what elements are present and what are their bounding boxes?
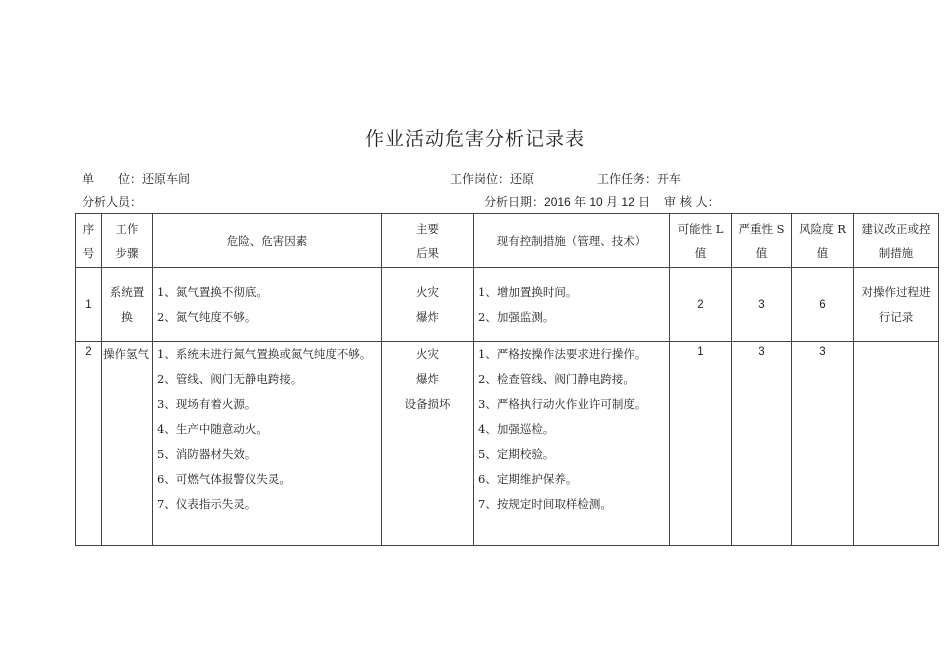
task-field <box>597 170 681 187</box>
unit-label: 单 位： <box>82 172 143 186</box>
row-likelihood: 2 <box>670 268 732 342</box>
row-suggestion: 对操作过程进行记录 <box>854 268 939 342</box>
control-item: 3、严格执行动火作业许可制度。 <box>478 397 647 411</box>
row-seq: 1 <box>76 268 102 342</box>
header-severity: 严重性 S 值 <box>732 214 792 268</box>
control-item: 2、加强监测。 <box>478 309 555 324</box>
row-likelihood: 1 <box>670 342 732 546</box>
task-value: 开车 <box>657 172 682 186</box>
consequence-item: 火灾 <box>416 347 439 361</box>
hazard-item: 7、仪表指示失灵。 <box>157 497 257 511</box>
consequence-item: 火灾 <box>416 284 439 299</box>
reviewer-field <box>664 193 720 210</box>
analyst-label: 分析人员： <box>82 195 143 209</box>
hazard-item: 5、消防器材失效。 <box>157 447 257 461</box>
control-item: 1、严格按操作法要求进行操作。 <box>478 347 647 361</box>
table-row <box>76 268 939 342</box>
row-step: 操作氢气 <box>102 342 153 546</box>
row-severity: 3 <box>732 342 792 546</box>
control-item: 4、加强巡检。 <box>478 422 555 436</box>
hazard-item: 1、系统未进行氮气置换或氮气纯度不够。 <box>157 347 372 361</box>
post-label: 工作岗位： <box>450 172 511 186</box>
hazard-item: 2、管线、阀门无静电跨接。 <box>157 372 303 386</box>
hazard-analysis-table <box>75 213 939 546</box>
header-hazard: 危险、危害因素 <box>153 214 382 268</box>
hazard-item: 1、氮气置换不彻底。 <box>157 284 268 299</box>
row-risk: 3 <box>792 342 854 546</box>
control-item: 1、增加置换时间。 <box>478 284 578 299</box>
hazard-item: 3、现场有着火源。 <box>157 397 257 411</box>
hazard-item: 2、氮气纯度不够。 <box>157 309 257 324</box>
control-item: 7、按规定时间取样检测。 <box>478 497 612 511</box>
unit-field <box>82 170 190 187</box>
date-value: 2016 年 10 月 12 日 <box>544 195 651 209</box>
control-item: 5、定期校验。 <box>478 447 555 461</box>
row-seq: 2 <box>76 342 102 546</box>
reviewer-label: 审 核 人： <box>664 195 720 209</box>
table-row <box>76 342 939 546</box>
page-title: 作业活动危害分析记录表 <box>364 128 585 150</box>
header-suggestion: 建议改正或控 制措施 <box>854 214 939 268</box>
control-item: 6、定期维护保养。 <box>478 472 578 486</box>
row-risk: 6 <box>792 268 854 342</box>
row-step: 系统置换 <box>102 268 153 342</box>
post-value: 还原 <box>510 172 535 186</box>
header-controls: 现有控制措施（管理、技术） <box>474 214 670 268</box>
row-consequences <box>382 342 474 546</box>
row-controls <box>474 342 670 546</box>
header-likelihood: 可能性 L 值 <box>670 214 732 268</box>
task-label: 工作任务： <box>597 172 658 186</box>
row-severity: 3 <box>732 268 792 342</box>
header-step: 工作 步骤 <box>102 214 153 268</box>
row-suggestion <box>854 342 939 546</box>
date-field <box>484 193 650 210</box>
analyst-field <box>82 193 142 210</box>
consequence-item: 爆炸 <box>416 309 439 324</box>
hazard-item: 4、生产中随意动火。 <box>157 422 268 436</box>
consequence-item: 爆炸 <box>416 372 439 386</box>
hazard-item: 6、可燃气体报警仪失灵。 <box>157 472 291 486</box>
date-label: 分析日期： <box>484 195 545 209</box>
header-consequence: 主要 后果 <box>382 214 474 268</box>
header-risk: 风险度 R 值 <box>792 214 854 268</box>
table-header-row <box>76 214 939 268</box>
row-hazards <box>153 268 382 342</box>
consequence-item: 设备损坏 <box>404 397 451 411</box>
row-hazards <box>153 342 382 546</box>
header-seq: 序 号 <box>76 214 102 268</box>
unit-value: 还原车间 <box>142 172 191 186</box>
row-consequences <box>382 268 474 342</box>
row-controls <box>474 268 670 342</box>
post-field <box>450 170 534 187</box>
control-item: 2、检查管线、阀门静电跨接。 <box>478 372 635 386</box>
